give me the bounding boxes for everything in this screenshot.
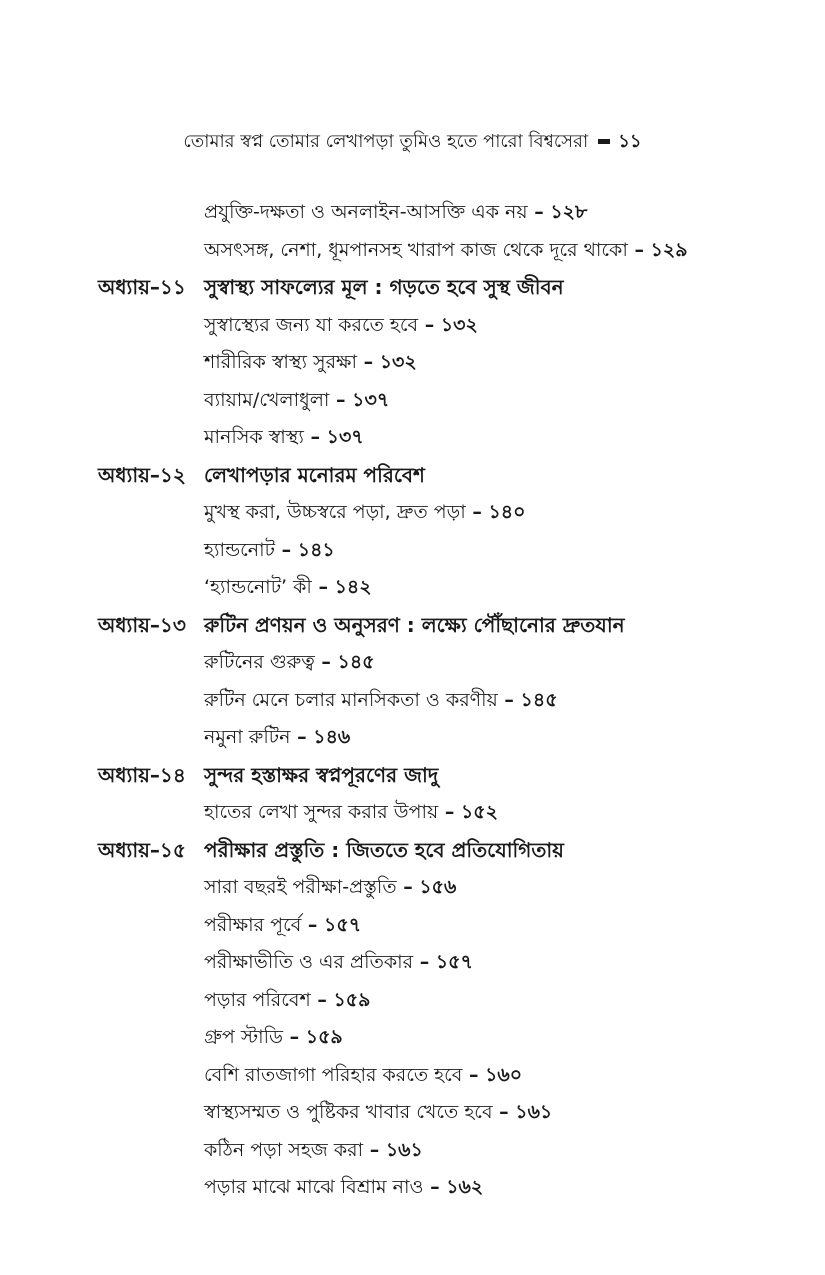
entry-page-number: ১৪১ — [297, 538, 335, 561]
entry-title: রুটিন মেনে চলার মানসিকতা ও করণীয় — [204, 688, 498, 711]
toc-entry — [0, 1169, 825, 1207]
entry-page-number: ১৬১ — [515, 1101, 553, 1123]
toc-entry — [0, 982, 825, 1020]
chapter-title: সুস্বাস্থ্য সাফল্যের মূল : গড়তে হবে সুস্থ জীবন — [204, 275, 564, 299]
toc-entry — [0, 644, 825, 682]
entry-title: স্বাস্থ্যসম্মত ও পুষ্টিকর খাবার খেতে হবে — [204, 1101, 493, 1123]
chapter-title: লেখাপড়ার মনোরম পরিবেশ — [204, 462, 425, 487]
entry-dash: – — [462, 1063, 486, 1086]
entry-dash: – — [329, 388, 353, 411]
entry-title: বেশি রাতজাগা পরিহার করতে হবে — [204, 1063, 463, 1086]
entry-dash: – — [290, 726, 314, 748]
entry-dash: – — [497, 688, 521, 711]
entry-page-number: ১৫৯ — [333, 988, 371, 1011]
entry-page-number: ১৬১ — [385, 1138, 423, 1161]
entry-title: পড়ার পরিবেশ — [204, 988, 311, 1011]
running-header — [0, 128, 825, 156]
entry-dash: – — [527, 201, 551, 223]
toc-chapter-heading — [0, 757, 825, 795]
page-number: ১১ — [618, 131, 642, 152]
table-of-contents — [0, 194, 825, 1207]
entry-page-number: ১২৯ — [650, 238, 688, 261]
entry-page-number: ১৬২ — [446, 1176, 484, 1198]
toc-entry — [0, 907, 825, 945]
entry-dash: – — [303, 426, 327, 448]
toc-entry — [0, 1057, 825, 1095]
toc-entry — [0, 794, 825, 832]
toc-entry — [0, 194, 825, 232]
toc-chapter-heading — [0, 832, 825, 870]
toc-entry — [0, 1019, 825, 1057]
entry-page-number: ১৩৭ — [326, 426, 364, 448]
chapter-label: অধ্যায়–১২ — [98, 462, 186, 487]
entry-dash: – — [423, 1176, 447, 1198]
entry-dash: – — [465, 501, 489, 523]
toc-entry — [0, 682, 825, 720]
toc-entry — [0, 494, 825, 532]
running-title: তোমার স্বপ্ন তোমার লেখাপড়া তুমিও হতে পারো বিশ্বসেরা — [183, 131, 589, 152]
entry-page-number: ১৩২ — [440, 313, 478, 336]
entry-dash: – — [275, 538, 298, 561]
entry-title: অসৎসঙ্গ, নেশা, ধূমপানসহ খারাপ কাজ থেকে দূরে থাকো — [204, 238, 628, 261]
entry-title: নমুনা রুটিন — [204, 726, 291, 748]
entry-dash: – — [363, 1138, 386, 1161]
chapter-title: পরীক্ষার প্রস্তুতি : জিততে হবে প্রতিযোগিতায় — [204, 837, 564, 862]
entry-dash: – — [314, 651, 338, 673]
entry-page-number: ১৫৬ — [419, 876, 457, 898]
entry-dash: – — [413, 951, 436, 973]
entry-title: সুস্বাস্থ্যের জন্য যা করতে হবে — [204, 313, 419, 336]
entry-title: ব্যায়াম/খেলাধুলা — [204, 388, 330, 411]
entry-title: শারীরিক স্বাস্থ্য সুরক্ষা — [204, 351, 357, 373]
entry-dash: – — [311, 576, 335, 598]
toc-entry — [0, 344, 825, 382]
toc-entry — [0, 232, 825, 270]
entry-title: পড়ার মাঝে মাঝে বিশ্রাম নাও — [204, 1176, 424, 1198]
chapter-label: অধ্যায়–১৫ — [98, 837, 186, 862]
entry-title: মানসিক স্বাস্থ্য — [204, 426, 304, 448]
entry-title: পরীক্ষার পূর্বে — [204, 913, 302, 936]
toc-entry — [0, 719, 825, 757]
entry-title: হ্যান্ডনোট — [204, 538, 276, 561]
chapter-label: অধ্যায়–১৪ — [98, 762, 186, 787]
entry-page-number: ১৬০ — [485, 1063, 523, 1086]
toc-entry — [0, 307, 825, 345]
entry-page-number: ১৪৬ — [313, 726, 351, 748]
entry-title: মুখস্থ করা, উচ্চস্বরে পড়া, দ্রুত পড়া — [204, 501, 466, 523]
entry-dash: – — [283, 1026, 306, 1048]
toc-chapter-heading — [0, 269, 825, 307]
entry-page-number: ১৪৫ — [337, 651, 375, 673]
toc-entry — [0, 1132, 825, 1170]
entry-title: প্রযুক্তি-দক্ষতা ও অনলাইন-আসক্তি এক নয় — [204, 201, 528, 223]
entry-dash: – — [396, 876, 420, 898]
chapter-title: রুটিন প্রণয়ন ও অনুসরণ : লক্ষ্যে পৌঁছানোর দ্রুতযান — [204, 612, 625, 637]
entry-page-number: ১৪২ — [334, 576, 372, 598]
entry-dash: – — [492, 1101, 516, 1123]
entry-title: কঠিন পড়া সহজ করা — [204, 1138, 364, 1161]
entry-page-number: ১২৮ — [550, 201, 588, 223]
entry-title: ‘হ্যান্ডনোট’ কী — [204, 576, 312, 598]
entry-dash: – — [310, 988, 334, 1011]
entry-page-number: ১৫২ — [460, 801, 498, 823]
toc-entry — [0, 869, 825, 907]
entry-dash: – — [627, 238, 651, 261]
entry-page-number: ১৪০ — [488, 501, 526, 523]
toc-entry — [0, 419, 825, 457]
chapter-label: অধ্যায়–১১ — [98, 275, 186, 299]
entry-title: হাতের লেখা সুন্দর করার উপায় — [204, 801, 439, 823]
toc-chapter-heading — [0, 457, 825, 495]
entry-page-number: ১৫৭ — [435, 951, 473, 973]
toc-entry — [0, 569, 825, 607]
chapter-title: সুন্দর হস্তাক্ষর স্বপ্নপূরণের জাদু — [204, 762, 439, 787]
entry-page-number: ১৩৭ — [352, 388, 390, 411]
entry-title: গ্রুপ স্টাডি — [204, 1026, 284, 1048]
entry-dash: – — [418, 313, 441, 336]
entry-dash: – — [301, 913, 325, 936]
entry-title: রুটিনের গুরুত্ব — [204, 651, 315, 673]
entry-page-number: ১৫৭ — [324, 913, 362, 936]
entry-title: পরীক্ষাভীতি ও এর প্রতিকার — [204, 951, 414, 973]
entry-page-number: ১৫৯ — [305, 1026, 343, 1048]
entry-dash: – — [356, 351, 380, 373]
toc-entry — [0, 944, 825, 982]
chapter-label: অধ্যায়–১৩ — [98, 612, 186, 637]
toc-entry — [0, 532, 825, 570]
header-separator — [598, 139, 610, 144]
entry-dash: – — [438, 801, 461, 823]
entry-title: সারা বছরই পরীক্ষা-প্রস্তুতি — [204, 876, 397, 898]
toc-entry — [0, 1094, 825, 1132]
entry-page-number: ১৪৫ — [520, 688, 558, 711]
toc-chapter-heading — [0, 607, 825, 645]
toc-entry — [0, 382, 825, 420]
entry-page-number: ১৩২ — [379, 351, 417, 373]
